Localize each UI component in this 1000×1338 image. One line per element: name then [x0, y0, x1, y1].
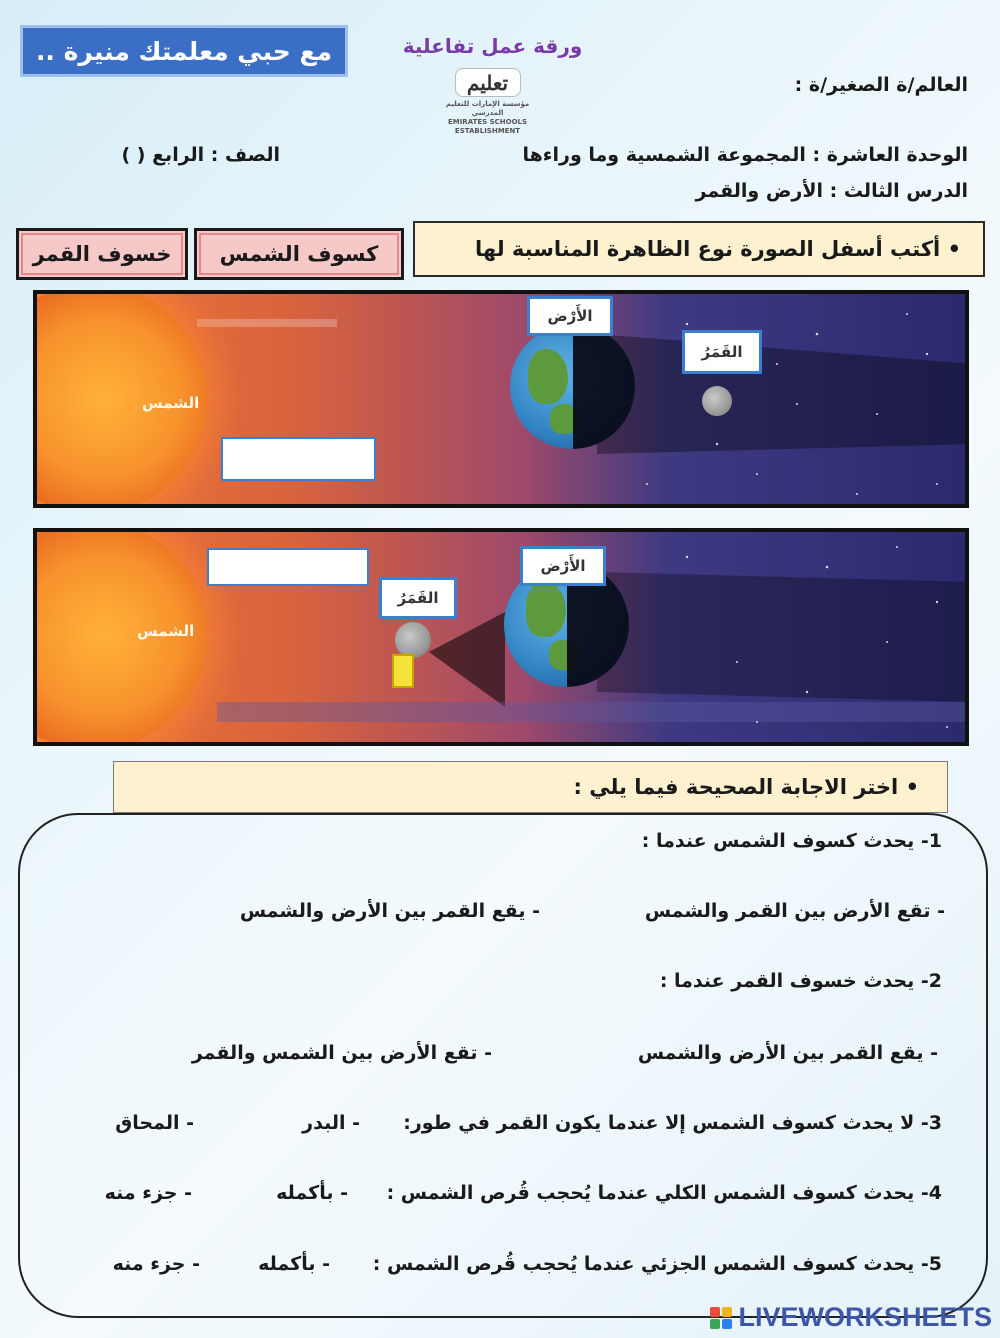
quiz-panel	[18, 813, 988, 1318]
sun-label: الشمس	[142, 394, 200, 412]
lesson-label: الدرس الثالث : الأرض والقمر	[695, 180, 968, 202]
worksheet-title: ورقة عمل تفاعلية	[402, 34, 583, 58]
instruction-label-choose: • اختر الاجابة الصحيحة فيما يلي :	[113, 761, 948, 813]
teacher-signature: مع حبي معلمتك منيرة ..	[20, 25, 348, 77]
question-3: 3- لا يحدث كسوف الشمس إلا عندما يكون القمر في طور:	[403, 1112, 942, 1134]
earth-label-2: الأَرْض	[520, 546, 606, 586]
lunar-eclipse-scene	[33, 290, 969, 508]
q2-option-b[interactable]: - تقع الأرض بين الشمس والقمر	[191, 1042, 492, 1064]
q5-option-a[interactable]: - بأكمله	[258, 1253, 330, 1275]
liveworksheets-logo-icon	[710, 1307, 732, 1329]
q1-option-a[interactable]: - تقع الأرض بين القمر والشمس	[644, 900, 945, 922]
question-2: 2- يحدث خسوف القمر عندما :	[659, 970, 942, 992]
drag-tag-lunar-eclipse[interactable]: خسوف القمر	[16, 228, 188, 280]
yellow-marker	[392, 654, 414, 688]
answer-field-scene2[interactable]	[207, 548, 369, 586]
q5-option-b[interactable]: - جزء منه	[112, 1253, 200, 1275]
q4-option-b[interactable]: - جزء منه	[104, 1182, 192, 1204]
moon-label-2: القَمَرُ	[379, 577, 457, 619]
moon-label: القَمَرُ	[682, 330, 762, 374]
grade-label: الصف : الرابع ( )	[121, 144, 280, 166]
answer-field-scene1[interactable]	[221, 437, 376, 481]
question-5: 5- يحدث كسوف الشمس الجزئي عندما يُحجب قُرص الشمس :	[372, 1253, 942, 1275]
student-name-label: العالم/ة الصغير/ة :	[794, 74, 968, 96]
drag-tag-solar-eclipse[interactable]: كسوف الشمس	[194, 228, 404, 280]
q1-option-b[interactable]: - يقع القمر بين الأرض والشمس	[239, 900, 540, 922]
liveworksheets-watermark	[710, 1302, 992, 1333]
question-4: 4- يحدث كسوف الشمس الكلي عندما يُحجب قُرص الشمس :	[386, 1182, 942, 1204]
ministry-logo	[435, 68, 540, 136]
liveworksheets-text: LIVEWORKSHEETS	[738, 1302, 992, 1332]
moon-icon-2	[395, 622, 431, 658]
sun-label-2: الشمس	[137, 622, 195, 640]
instruction-label-phenomenon: • أكتب أسفل الصورة نوع الظاهرة المناسبة لها	[413, 221, 985, 277]
q2-option-a[interactable]: - يقع القمر بين الأرض والشمس	[637, 1042, 938, 1064]
solar-eclipse-scene	[33, 528, 969, 746]
unit-label: الوحدة العاشرة : المجموعة الشمسية وما وراءها	[522, 144, 968, 166]
logo-subtitle: مؤسسة الإمارات للتعليم المدرسي EMIRATES SCHOOLS ESTABLISHMENT	[445, 100, 530, 135]
q3-option-b[interactable]: - المحاق	[115, 1112, 194, 1134]
q3-option-a[interactable]: - البدر	[302, 1112, 360, 1134]
earth-icon	[510, 324, 635, 449]
question-1: 1- يحدث كسوف الشمس عندما :	[641, 830, 942, 852]
moon-icon	[702, 386, 732, 416]
logo-mark: تعليم	[455, 68, 521, 97]
earth-label: الأَرْض	[527, 296, 613, 336]
q4-option-a[interactable]: - بأكمله	[276, 1182, 348, 1204]
